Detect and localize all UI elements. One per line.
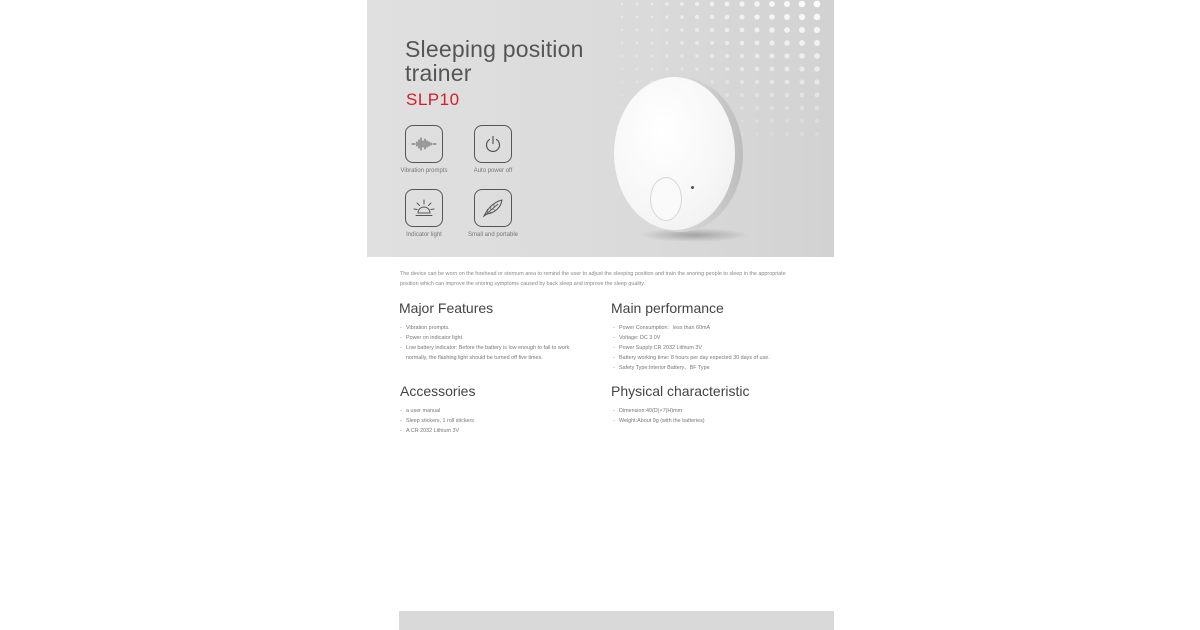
decor-dot [784,27,790,33]
decor-dot [740,93,744,97]
list-item: - a user manual [400,406,590,416]
decor-dot [754,1,759,6]
decor-dot [725,2,730,7]
decor-dot [651,55,654,58]
decor-dot [725,93,729,97]
main-performance-title: Main performance [611,300,724,316]
decor-dot [710,2,714,6]
decor-dot [770,67,775,72]
decor-dot [755,67,760,72]
decor-dot [799,66,804,71]
decor-dot [710,41,714,45]
decor-dot [665,54,668,57]
decor-dot [680,2,684,6]
decor-dot [814,66,819,71]
decor-dot [636,81,639,84]
decor-dot [785,80,790,85]
decor-dot [710,15,714,19]
decor-dot [665,28,668,31]
list-item: - Low battery indicator: Before the battery is low enough to fail to work normally, the flashing light should be turned off five times. [400,343,590,363]
decor-dot [651,29,654,32]
physical-characteristic-list [613,406,813,426]
decor-dot [710,28,714,32]
list-item: - Dimension:40(D)×7(H)mm [613,406,813,416]
decor-dot [695,15,699,19]
feature-label: Small and portable [467,232,519,238]
decor-dot [695,28,699,32]
decor-dot [680,15,684,19]
decor-dot [755,119,759,123]
decor-dot [815,93,820,98]
decor-dot [636,29,639,32]
feature-auto-power-off [453,125,533,174]
decor-dot [710,54,714,58]
decor-dot [769,40,774,45]
decor-dot [621,55,623,57]
decor-dot [651,42,654,45]
decor-dot [725,41,729,45]
decor-dot [650,15,653,18]
decor-dot [740,119,744,123]
decor-dot [770,93,774,97]
feather-icon [474,189,512,227]
decor-dot [770,106,774,110]
decor-dot [784,53,789,58]
decor-dot [799,14,805,20]
decor-dot [754,27,759,32]
decor-dot [799,27,805,33]
decor-dot [814,79,819,84]
decor-dot [754,14,759,19]
feature-label: Auto power off [473,168,513,174]
decor-dot [651,68,654,71]
decor-dot [621,16,623,18]
decor-dot [636,16,639,19]
decor-dot [785,93,790,98]
device-shadow [639,228,749,242]
sun-indicator-icon [405,189,443,227]
decor-dot [621,68,623,70]
decor-dot [621,107,623,109]
decor-dot [710,67,714,71]
list-item: - Safety Type:Interior Battery，BF Type [613,363,813,373]
decor-dot [725,67,729,71]
decor-dot [800,80,805,85]
decor-dot [650,2,653,5]
accessories-list [400,406,590,436]
decor-dot [769,14,775,20]
decor-dot [636,3,639,6]
list-item: - Power Consumption：less than 60mA [613,323,813,333]
accessories-title: Accessories [400,383,476,399]
decor-dot [784,1,790,7]
decor-dot [725,15,730,20]
decor-dot [815,132,819,136]
product-title [405,38,584,85]
decor-dot [740,106,744,110]
decor-dot [710,80,714,84]
device-image [614,77,735,230]
decor-dot [740,41,745,46]
decor-dot [800,106,804,110]
decor-dot [785,106,789,110]
feature-label: Indicator light [406,232,442,238]
decor-dot [665,41,668,44]
decor-dot [695,41,699,45]
decor-dot [755,54,760,59]
decor-dot [755,80,759,84]
hero-banner [367,0,834,257]
decor-dot [621,81,623,83]
list-item: - Power on indicator light. [400,333,590,343]
decor-dot [769,27,774,32]
decor-dot [725,54,729,58]
vibration-wave-icon [405,125,443,163]
decor-dot [770,119,774,123]
decor-dot [800,119,804,123]
decor-dot [755,41,760,46]
intro-text: The device can be worn on the forehead or sternum area to remind the user to adjust the sleeping position and train the snoring people to sleep in the appropriate position which can improve the snoring symptoms caused by back sleep and improve the sleep quality. [400,271,786,287]
decor-dot [814,14,821,21]
decor-dot [665,2,668,5]
decor-dot [814,1,821,8]
decor-dot [784,40,789,45]
decor-dot [740,54,744,58]
decor-dot [725,28,730,33]
feature-vibration [384,125,464,174]
decor-dot [814,27,820,33]
decor-dot [680,54,683,57]
decor-dot [770,132,774,136]
product-title-line1: Sleeping position [405,36,584,62]
decor-dot [785,132,789,136]
list-item: - Vibration prompts. [400,323,590,333]
decor-dot [636,55,639,58]
decor-dot [636,68,639,71]
decor-dot [799,53,804,58]
decor-dot [740,67,744,71]
product-sheet [367,0,834,630]
decor-dot [799,40,805,46]
physical-characteristic-title: Physical characteristic [611,383,750,399]
decor-dot [695,54,699,58]
device-led [691,186,694,189]
feature-label: Vibration prompts [400,168,448,174]
decor-dot [800,132,804,136]
decor-dot [621,94,623,96]
decor-dot [740,80,744,84]
power-icon [474,125,512,163]
decor-dot [770,54,775,59]
decor-dot [785,119,789,123]
decor-dot [814,40,820,46]
decor-dot [785,67,790,72]
decor-dot [725,80,729,84]
decor-dot [755,93,759,97]
decor-dot [680,28,684,32]
major-features-list [400,323,590,363]
decor-dot [665,67,668,70]
major-features-title: Major Features [399,300,494,316]
decor-dot [815,106,820,111]
decor-dot [621,3,623,5]
decor-dot [799,1,806,8]
decor-dot [680,67,683,70]
decor-dot [814,53,820,59]
decor-dot [740,28,745,33]
decor-dot [636,42,639,45]
decor-dot [680,41,684,45]
decor-dot [800,93,805,98]
list-item: - Battery working time: 8 hours per day expected 30 days of use. [613,353,813,363]
decor-dot [755,106,759,110]
list-item: - Weight:About 9g (with the batteries) [613,416,813,426]
decor-dot [739,1,744,6]
decor-dot [740,15,745,20]
product-title-line2: trainer [405,60,472,86]
decor-dot [621,42,623,44]
list-item: - A CR 2032 Lithium 3V [400,426,590,436]
feature-indicator-light [384,189,464,238]
feature-small-portable [453,189,533,238]
list-item: - Voltage: DC 3.0V [613,333,813,343]
footer-bar [399,611,834,630]
main-performance-list [613,323,813,373]
list-item: - Power Supply:CR 2032 Lithium 3V [613,343,813,353]
decor-dot [621,29,623,31]
decor-dot [770,80,775,85]
decor-dot [665,15,668,18]
product-model: SLP10 [406,90,460,109]
decor-dot [784,14,790,20]
decor-dot [769,1,775,7]
device-button [650,177,682,221]
decor-dot [695,2,699,6]
decor-dot [695,67,699,71]
decor-dot [815,119,819,123]
list-item: - Sleep stickers, 1 roll stickers [400,416,590,426]
decor-dot [755,132,759,136]
